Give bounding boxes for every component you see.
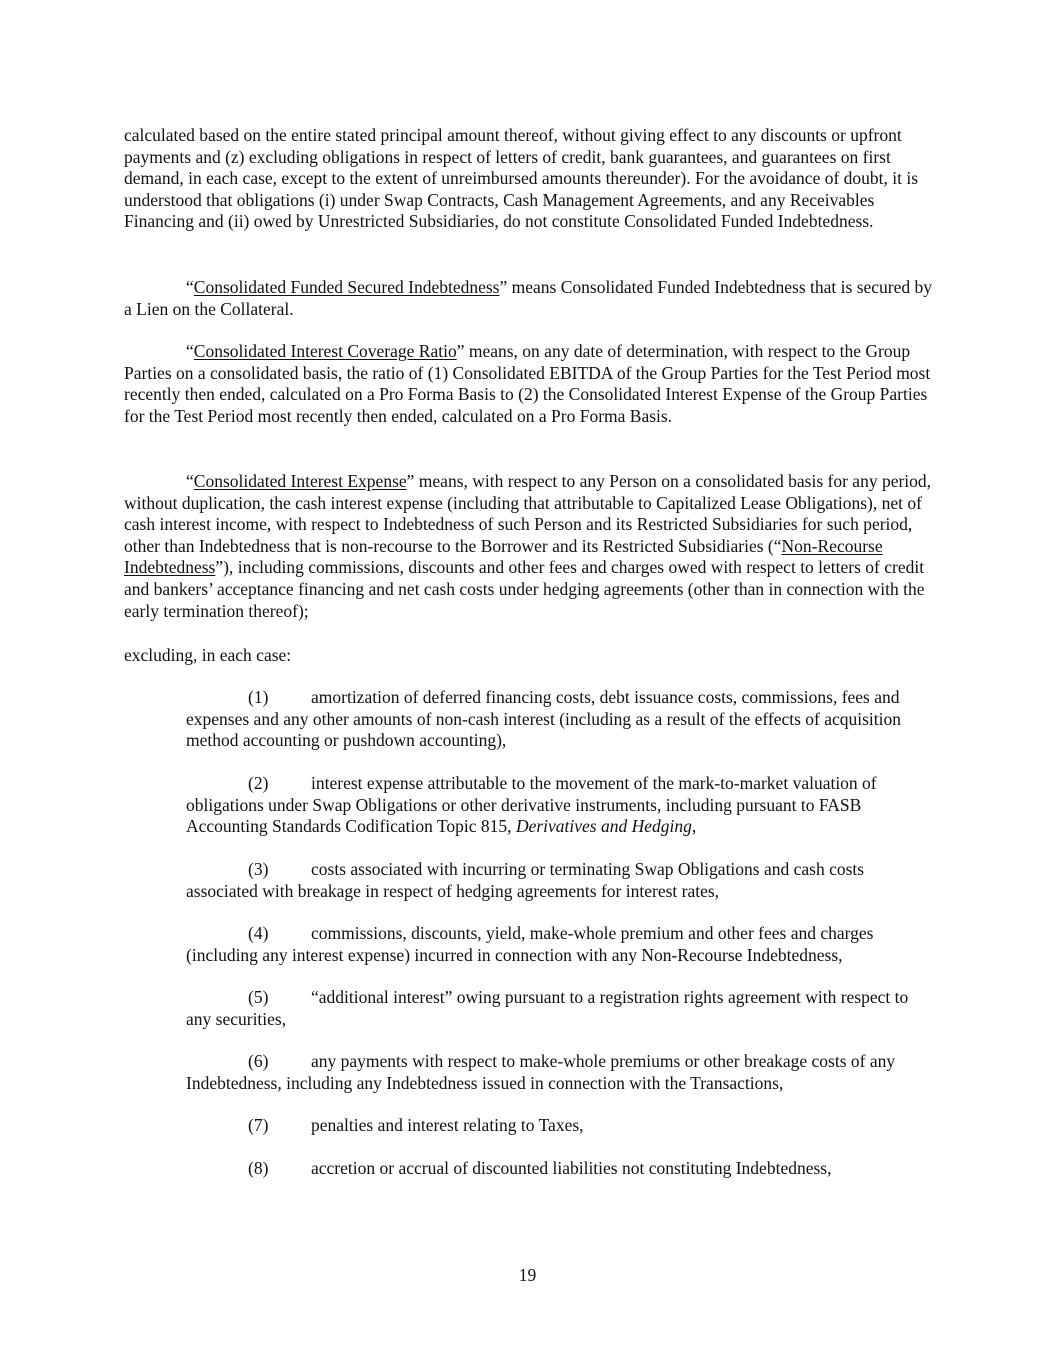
item-number: (3) — [248, 859, 269, 879]
item-text: “additional interest” owing pursuant to a registration rights agreement with respect to any securities, — [186, 987, 909, 1029]
item-number: (5) — [248, 987, 269, 1007]
list-item — [186, 923, 936, 966]
definition-text: ” means, with respect to any Person on a consolidated basis for any period, without duplication, the cash interest expense (including that attributable to Capitalized Lease Obligations), net of cash interest income, with respect to Indebtedness of such Person and its Restricted Subsidiaries for such period, other than Indebtedness that is non-recourse to the Borrower and its Restricted Subsidiaries (“ — [124, 471, 932, 556]
definition-funded-secured-indebtedness — [124, 277, 936, 320]
definition-interest-coverage-ratio — [124, 341, 936, 427]
intro-paragraph: calculated based on the entire stated principal amount thereof, without giving effect to any discounts or upfront payments and (z) excluding obligations in respect of letters of credit, bank guarantees, and guarantees on first demand, in each case, except to the extent of unreimbursed amounts thereunder). For the avoidance of doubt, it is understood that obligations (i) under Swap Contracts, Cash Management Agreements, and any Receivables Financing and (ii) owed by Unrestricted Subsidiaries, do not constitute Consolidated Funded Indebtedness. — [124, 125, 919, 232]
item-text: any payments with respect to make-whole premiums or other breakage costs of any Indebtedness, including any Indebtedness issued in connection with the Transactions, — [186, 1051, 896, 1093]
list-item — [186, 1115, 936, 1137]
list-item — [186, 859, 936, 902]
page-number: 19 — [518, 1265, 537, 1285]
defined-subterm: Non-Recourse Indebtedness — [124, 535, 883, 578]
item-text: penalties and interest relating to Taxes, — [311, 1115, 584, 1135]
item-number: (8) — [248, 1158, 269, 1178]
open-quote: “ — [186, 471, 194, 491]
item-text: commissions, discounts, yield, make-whole premium and other fees and charges (including any interest expense) incurred in connection with any Non-Recourse Indebtedness, — [186, 923, 874, 965]
defined-term: Consolidated Funded Secured Indebtedness — [193, 277, 500, 297]
list-item — [186, 1051, 936, 1094]
list-item — [186, 687, 936, 752]
definition-text: ” means Consolidated Funded Indebtedness that is secured by a Lien on the Collateral. — [124, 277, 933, 319]
definition-text: ” means, on any date of determination, with respect to the Group Parties on a consolidated basis, the ratio of (1) Consolidated EBITDA of the Group Parties for the Test Period most recently then ended, calculated on a Pro Forma Basis to (2) the Consolidated Interest Expense of the Group Parties for the Test Period most recently then ended, calculated on a Pro Forma Basis. — [124, 341, 931, 426]
defined-term: Consolidated Interest Expense — [193, 471, 407, 491]
item-number: (7) — [248, 1115, 269, 1135]
item-text: interest expense attributable to the movement of the mark-to-market valuation of obligations under Swap Obligations or other derivative instruments, including pursuant to FASB Accounting Standards Codification Topic 815, — [186, 773, 877, 837]
open-quote: “ — [186, 341, 194, 361]
open-quote: “ — [186, 277, 194, 297]
defined-term: Consolidated Interest Coverage Ratio — [193, 341, 457, 361]
item-number: (6) — [248, 1051, 269, 1071]
item-number: (1) — [248, 687, 269, 707]
definition-text-continued: ”), including commissions, discounts and other fees and charges owed with respect to letters of credit and bankers’ acceptance financing and net cash costs under hedging agreements (other than in connection with the early termination thereof); — [124, 557, 925, 621]
item-number: (4) — [248, 923, 269, 943]
item-text: costs associated with incurring or terminating Swap Obligations and cash costs associated with breakage in respect of hedging agreements for interest rates, — [186, 859, 865, 901]
excluding-label: excluding, in each case: — [124, 645, 292, 665]
list-item — [186, 987, 936, 1030]
item-text: accretion or accrual of discounted liabilities not constituting Indebtedness, — [311, 1158, 832, 1178]
item-text: amortization of deferred financing costs, debt issuance costs, commissions, fees and expenses and any other amounts of non-cash interest (including as a result of the effects of acquisition method accounting or pushdown accounting), — [186, 687, 902, 751]
definition-interest-expense — [124, 471, 936, 622]
list-item — [186, 1158, 936, 1180]
item-tail: , — [691, 816, 697, 837]
item-italic-text: Derivatives and Hedging — [515, 816, 692, 837]
list-item — [186, 773, 936, 838]
item-number: (2) — [248, 773, 269, 793]
